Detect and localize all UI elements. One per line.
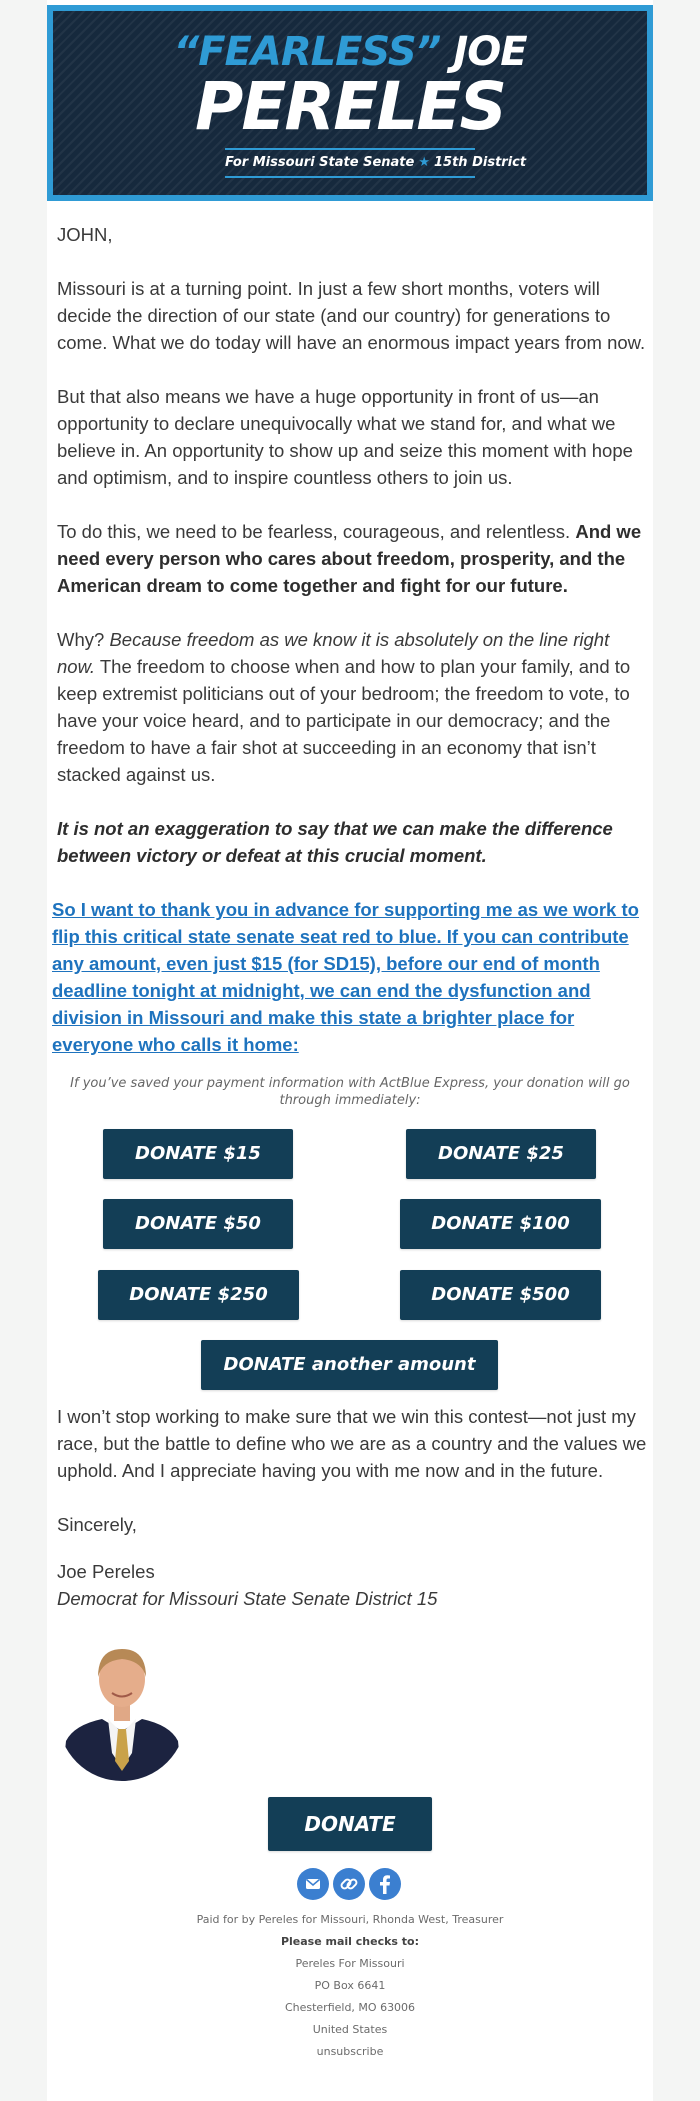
address-line-1: Pereles For Missouri [295, 1957, 405, 1970]
unsubscribe-link[interactable]: unsubscribe [316, 2045, 384, 2058]
header-office: For Missouri State Senate [225, 155, 415, 170]
star-icon: ★ [418, 155, 430, 170]
actblue-express-note: If you’ve saved your payment information with ActBlue Express, your donation will go through immediately: [70, 1076, 630, 1108]
header-first-name: JOE [453, 29, 527, 75]
candidate-photo [58, 1633, 186, 1781]
mail-checks-label: Please mail checks to: [280, 1935, 420, 1948]
paragraph-opportunity: But that also means we have a huge opportunity in front of us—an opportunity to declare unequivocally what we stand for, and what we believe in. An opportunity to show up and seize this moment with hope and optimism, and to inspire countless others to join us. [57, 386, 633, 488]
paragraph-closing: I won’t stop working to make sure that we win this contest—not just my race, but the battle to define who we are as a country and the values we uphold. And I appreciate having you with me now and in the future. [57, 1406, 647, 1481]
header-fearless: “FEARLESS” [173, 29, 441, 75]
why-lead: Why? [57, 629, 110, 650]
signature-name: Joe Pereles [57, 1561, 155, 1582]
donate-100-button[interactable]: DONATE $100 [400, 1199, 601, 1249]
donate-50-button[interactable]: DONATE $50 [103, 1199, 293, 1249]
address-line-4: United States [312, 2023, 388, 2036]
why-body: The freedom to choose when and how to plan your family, and to keep extremist politicians out of your bedroom; the freedom to vote, to have your voice heard, and to participate in our democracy; and the freedom to have a fair shot at succeeding in an economy that isn’t stacked against us. [57, 656, 631, 785]
paragraph-fearless [57, 518, 647, 599]
fearless-bold-sentence: And we need every person who cares about freedom, prosperity, and the American dream to come together and fight for our future. [57, 521, 642, 596]
why-italic: Because freedom as we know it is absolutely on the line right now. [57, 629, 610, 677]
email-icon[interactable] [297, 1868, 329, 1900]
paragraph-turning-point: Missouri is at a turning point. In just a few short months, voters will decide the direction of our state (and our country) for generations to come. What we do today will have an enormous impact years from now. [57, 278, 646, 353]
signature-title: Democrat for Missouri State Senate District 15 [57, 1588, 438, 1609]
address-line-2: PO Box 6641 [314, 1979, 386, 1992]
header-office-line [225, 148, 527, 178]
header-last-name: PERELES [194, 68, 506, 145]
facebook-icon[interactable] [369, 1868, 401, 1900]
greeting: JOHN, [57, 224, 113, 245]
donate-other-amount-button[interactable]: DONATE another amount [201, 1340, 498, 1390]
header-district: 15th District [434, 155, 527, 170]
donate-250-button[interactable]: DONATE $250 [98, 1270, 299, 1320]
paragraph-why [57, 626, 647, 788]
paid-for-disclaimer: Paid for by Pereles for Missouri, Rhonda West, Treasurer [196, 1913, 504, 1926]
donate-main-button[interactable]: DONATE [268, 1797, 432, 1851]
link-icon[interactable] [333, 1868, 365, 1900]
fearless-sentence: To do this, we need to be fearless, courageous, and relentless. [57, 521, 576, 542]
sign-off: Sincerely, [57, 1514, 137, 1535]
donate-appeal-link[interactable]: So I want to thank you in advance for supporting me as we work to flip this critical state senate seat red to blue. If you can contribute any amount, even just $15 (for SD15), before our end of month deadline tonight at midnight, we can end the dysfunction and division in Missouri and make this state a brighter place for everyone who calls it home: [52, 899, 639, 1055]
campaign-header-banner [47, 5, 653, 201]
address-line-3: Chesterfield, MO 63006 [284, 2001, 416, 2014]
paragraph-exaggeration: It is not an exaggeration to say that we can make the difference between victory or defeat at this crucial moment. [57, 818, 613, 866]
donate-25-button[interactable]: DONATE $25 [406, 1129, 596, 1179]
donate-500-button[interactable]: DONATE $500 [400, 1270, 601, 1320]
donate-15-button[interactable]: DONATE $15 [103, 1129, 293, 1179]
